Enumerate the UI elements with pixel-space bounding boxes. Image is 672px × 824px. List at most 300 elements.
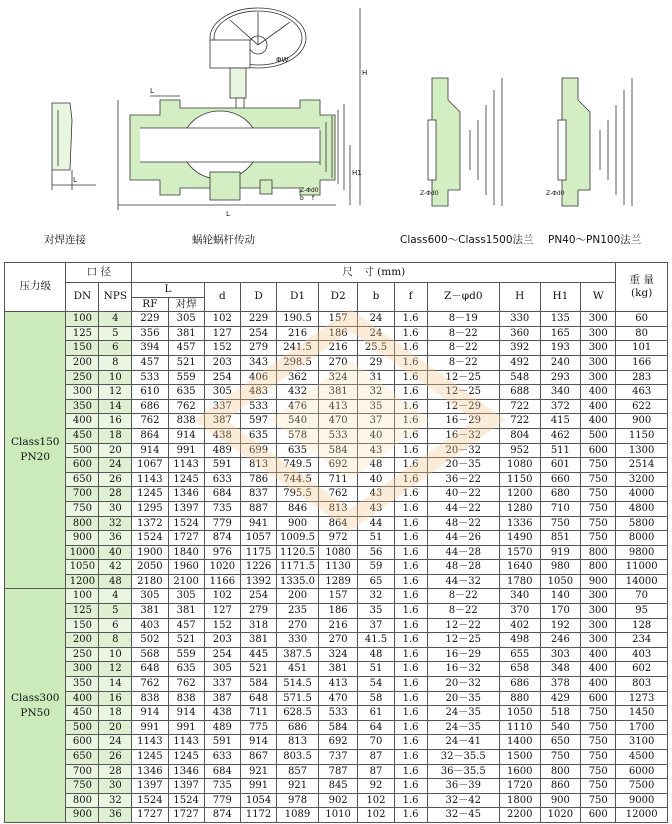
cell-b: 32 xyxy=(358,589,394,604)
cell-W: 600 xyxy=(581,691,616,706)
cell-kg: 234 xyxy=(616,633,668,648)
table-row xyxy=(5,414,668,429)
header-weight-unit: (kg) xyxy=(631,287,653,300)
cell-H: 722 xyxy=(499,399,540,414)
cell-nps: 14 xyxy=(99,677,132,692)
cell-W: 600 xyxy=(581,443,616,458)
cell-nps: 4 xyxy=(99,312,132,327)
cell-f: 1.6 xyxy=(394,808,427,823)
cell-z: 32－35.5 xyxy=(427,750,499,765)
cell-H1: 919 xyxy=(540,545,581,560)
cell-D: 941 xyxy=(240,516,276,531)
cell-f: 1.6 xyxy=(394,355,427,370)
cell-dn: 150 xyxy=(66,341,99,356)
cell-nps: 4 xyxy=(99,589,132,604)
cell-D: 1392 xyxy=(240,574,276,589)
cell-z: 12－29 xyxy=(427,399,499,414)
cell-D: 635 xyxy=(240,428,276,443)
cell-L-rf: 914 xyxy=(132,706,168,721)
cell-D2: 216 xyxy=(318,341,358,356)
cell-kg: 95 xyxy=(616,604,668,619)
cell-nps: 28 xyxy=(99,764,132,779)
cell-L-rf: 568 xyxy=(132,647,168,662)
cell-f: 1.6 xyxy=(394,691,427,706)
cell-D1: 362 xyxy=(277,370,319,385)
cell-H: 1570 xyxy=(499,545,540,560)
cell-d: 102 xyxy=(204,312,240,327)
cell-L-rf: 1524 xyxy=(132,531,168,546)
header-z: Z－φd0 xyxy=(427,283,499,312)
cell-d: 337 xyxy=(204,677,240,692)
cell-H: 1800 xyxy=(499,793,540,808)
cell-L-bw: 1346 xyxy=(168,764,204,779)
cell-f: 1.6 xyxy=(394,472,427,487)
cell-b: 35 xyxy=(358,399,394,414)
cell-W: 750 xyxy=(581,735,616,750)
cell-H1: 240 xyxy=(540,355,581,370)
cell-nps: 26 xyxy=(99,472,132,487)
cell-f: 1.6 xyxy=(394,662,427,677)
cell-D: 254 xyxy=(240,589,276,604)
cell-kg: 128 xyxy=(616,618,668,633)
cell-H: 1780 xyxy=(499,574,540,589)
header-H1: H1 xyxy=(540,283,581,312)
cell-d: 489 xyxy=(204,443,240,458)
cell-D2: 216 xyxy=(318,618,358,633)
cell-z: 24－35 xyxy=(427,706,499,721)
cell-D: 343 xyxy=(240,355,276,370)
cell-D: 1226 xyxy=(240,560,276,575)
cell-nps: 12 xyxy=(99,662,132,677)
cell-L-bw: 991 xyxy=(168,720,204,735)
cell-D2: 584 xyxy=(318,443,358,458)
cell-d: 633 xyxy=(204,472,240,487)
cell-f: 1.6 xyxy=(394,574,427,589)
cell-kg: 9000 xyxy=(616,793,668,808)
cell-z: 8－22 xyxy=(427,604,499,619)
cell-nps: 24 xyxy=(99,735,132,750)
cell-L-bw: 762 xyxy=(168,677,204,692)
svg-text:Z-Φd0: Z-Φd0 xyxy=(300,187,319,194)
cell-H1: 900 xyxy=(540,793,581,808)
cell-H: 1280 xyxy=(499,501,540,516)
cell-L-rf: 1900 xyxy=(132,545,168,560)
cell-H: 330 xyxy=(499,312,540,327)
cell-L-bw: 381 xyxy=(168,604,204,619)
table-row xyxy=(5,560,668,575)
cell-dn: 500 xyxy=(66,720,99,735)
cell-L-rf: 381 xyxy=(132,604,168,619)
cell-z: 44－28 xyxy=(427,545,499,560)
cell-H: 492 xyxy=(499,355,540,370)
cell-D: 921 xyxy=(240,764,276,779)
cell-d: 254 xyxy=(204,647,240,662)
cell-dn: 300 xyxy=(66,662,99,677)
cell-dn: 450 xyxy=(66,706,99,721)
cell-H1: 415 xyxy=(540,414,581,429)
cell-D: 887 xyxy=(240,501,276,516)
cell-W: 400 xyxy=(581,399,616,414)
cell-W: 300 xyxy=(581,589,616,604)
cell-H: 1080 xyxy=(499,458,540,473)
cell-D2: 470 xyxy=(318,414,358,429)
cell-dn: 400 xyxy=(66,691,99,706)
cell-D1: 235 xyxy=(277,604,319,619)
cell-D: 1057 xyxy=(240,531,276,546)
cell-z: 36－39 xyxy=(427,779,499,794)
svg-text:H1: H1 xyxy=(352,169,362,177)
cell-H: 658 xyxy=(499,662,540,677)
header-weight xyxy=(616,263,668,312)
cell-f: 1.6 xyxy=(394,793,427,808)
cell-b: 65 xyxy=(358,574,394,589)
cell-z: 20－32 xyxy=(427,677,499,692)
cell-L-rf: 457 xyxy=(132,355,168,370)
header-D2: D2 xyxy=(318,283,358,312)
table-row xyxy=(5,764,668,779)
cell-D2: 381 xyxy=(318,385,358,400)
cell-H1: 462 xyxy=(540,428,581,443)
cell-H: 804 xyxy=(499,428,540,443)
cell-b: 43 xyxy=(358,487,394,502)
svg-text:L: L xyxy=(73,176,77,184)
svg-text:f: f xyxy=(312,195,315,202)
cell-z: 12－25 xyxy=(427,385,499,400)
cell-nps: 10 xyxy=(99,647,132,662)
cell-d: 102 xyxy=(204,589,240,604)
cell-nps: 5 xyxy=(99,326,132,341)
cell-D1: 744.5 xyxy=(277,472,319,487)
table-row xyxy=(5,531,668,546)
cell-z: 36－35.5 xyxy=(427,764,499,779)
cell-W: 300 xyxy=(581,312,616,327)
cell-z: 44－32 xyxy=(427,574,499,589)
cell-kg: 166 xyxy=(616,355,668,370)
cell-b: 24 xyxy=(358,312,394,327)
cell-b: 32 xyxy=(358,385,394,400)
cell-z: 32－42 xyxy=(427,793,499,808)
cell-H: 360 xyxy=(499,326,540,341)
cell-D: 813 xyxy=(240,458,276,473)
cell-nps: 20 xyxy=(99,443,132,458)
caption-worm-gear: 蜗轮蜗杆传动 xyxy=(192,234,255,246)
cell-z: 36－22 xyxy=(427,472,499,487)
cell-D1: 578 xyxy=(277,428,319,443)
cell-L-rf: 864 xyxy=(132,428,168,443)
spec-table-body xyxy=(5,312,668,823)
cell-d: 127 xyxy=(204,604,240,619)
cell-H1: 372 xyxy=(540,399,581,414)
cell-D2: 711 xyxy=(318,472,358,487)
cell-nps: 14 xyxy=(99,399,132,414)
cell-L-rf: 394 xyxy=(132,341,168,356)
cell-D2: 584 xyxy=(318,720,358,735)
cell-D2: 737 xyxy=(318,750,358,765)
cell-D: 483 xyxy=(240,385,276,400)
cell-W: 400 xyxy=(581,414,616,429)
cell-f: 1.6 xyxy=(394,647,427,662)
cell-kg: 1150 xyxy=(616,428,668,443)
cell-D2: 845 xyxy=(318,779,358,794)
cell-b: 56 xyxy=(358,545,394,560)
cell-z: 44－26 xyxy=(427,531,499,546)
cell-dn: 600 xyxy=(66,458,99,473)
cell-dn: 300 xyxy=(66,385,99,400)
cell-W: 750 xyxy=(581,793,616,808)
cell-D2: 470 xyxy=(318,691,358,706)
cell-z: 32－45 xyxy=(427,808,499,823)
cell-D1: 216 xyxy=(277,326,319,341)
cell-dn: 350 xyxy=(66,677,99,692)
cell-D1: 1335.0 xyxy=(277,574,319,589)
table-row xyxy=(5,501,668,516)
cell-L-bw: 1397 xyxy=(168,501,204,516)
cell-L-rf: 686 xyxy=(132,399,168,414)
cell-H1: 378 xyxy=(540,677,581,692)
cell-L-rf: 2050 xyxy=(132,560,168,575)
cell-z: 48－28 xyxy=(427,560,499,575)
cell-H: 880 xyxy=(499,691,540,706)
cell-dn: 1200 xyxy=(66,574,99,589)
cell-D2: 186 xyxy=(318,604,358,619)
cell-D2: 692 xyxy=(318,458,358,473)
cell-L-bw: 914 xyxy=(168,706,204,721)
cell-f: 1.6 xyxy=(394,677,427,692)
cell-L-bw: 457 xyxy=(168,618,204,633)
cell-H: 1050 xyxy=(499,706,540,721)
cell-nps: 8 xyxy=(99,355,132,370)
cell-D1: 200 xyxy=(277,589,319,604)
header-b: b xyxy=(358,283,394,312)
cell-nps: 36 xyxy=(99,531,132,546)
cell-f: 1.6 xyxy=(394,764,427,779)
cell-L-rf: 1372 xyxy=(132,516,168,531)
cell-L-bw: 1346 xyxy=(168,487,204,502)
table-row xyxy=(5,516,668,531)
header-D1: D1 xyxy=(277,283,319,312)
cell-dn: 500 xyxy=(66,443,99,458)
cell-D1: 686 xyxy=(277,720,319,735)
cell-f: 1.6 xyxy=(394,589,427,604)
cell-f: 1.6 xyxy=(394,370,427,385)
cell-W: 400 xyxy=(581,677,616,692)
cell-d: 489 xyxy=(204,720,240,735)
cell-H: 1336 xyxy=(499,516,540,531)
cell-dn: 450 xyxy=(66,428,99,443)
cell-L-rf: 533 xyxy=(132,370,168,385)
cell-kg: 803 xyxy=(616,677,668,692)
header-L: L xyxy=(132,283,204,298)
cell-L-bw: 991 xyxy=(168,443,204,458)
table-row xyxy=(5,574,668,589)
cell-d: 438 xyxy=(204,428,240,443)
cell-kg: 1700 xyxy=(616,720,668,735)
cell-L-bw: 381 xyxy=(168,326,204,341)
header-weight-label: 重 量 xyxy=(629,273,654,286)
cell-W: 500 xyxy=(581,428,616,443)
table-row xyxy=(5,385,668,400)
cell-L-bw: 1143 xyxy=(168,735,204,750)
cell-L-bw: 1524 xyxy=(168,793,204,808)
cell-L-bw: 1143 xyxy=(168,458,204,473)
pressure-class-label: Class150 xyxy=(10,436,60,449)
cell-D1: 978 xyxy=(277,793,319,808)
cell-D1: 1120.5 xyxy=(277,545,319,560)
cell-H1: 1020 xyxy=(540,808,581,823)
cell-f: 1.6 xyxy=(394,312,427,327)
cell-z: 12－25 xyxy=(427,633,499,648)
cell-L-bw: 1960 xyxy=(168,560,204,575)
cell-D1: 476 xyxy=(277,399,319,414)
cell-L-bw: 559 xyxy=(168,647,204,662)
cell-H1: 851 xyxy=(540,531,581,546)
cell-L-rf: 1727 xyxy=(132,808,168,823)
cell-f: 1.6 xyxy=(394,399,427,414)
table-row xyxy=(5,326,668,341)
table-row xyxy=(5,662,668,677)
cell-dn: 1000 xyxy=(66,545,99,560)
cell-D: 1175 xyxy=(240,545,276,560)
cell-dn: 700 xyxy=(66,487,99,502)
cell-d: 203 xyxy=(204,633,240,648)
cell-kg: 11000 xyxy=(616,560,668,575)
cell-L-rf: 356 xyxy=(132,326,168,341)
cell-d: 1020 xyxy=(204,560,240,575)
cell-D2: 324 xyxy=(318,647,358,662)
cell-H1: 800 xyxy=(540,764,581,779)
cell-H1: 680 xyxy=(540,487,581,502)
cell-L-rf: 1295 xyxy=(132,501,168,516)
cell-kg: 1273 xyxy=(616,691,668,706)
cell-kg: 4800 xyxy=(616,501,668,516)
cell-d: 779 xyxy=(204,793,240,808)
cell-H1: 511 xyxy=(540,443,581,458)
cell-d: 633 xyxy=(204,750,240,765)
cell-H1: 135 xyxy=(540,312,581,327)
cell-d: 152 xyxy=(204,618,240,633)
cell-D2: 787 xyxy=(318,764,358,779)
cell-b: 29 xyxy=(358,355,394,370)
cell-L-rf: 1143 xyxy=(132,735,168,750)
cell-L-bw: 521 xyxy=(168,633,204,648)
cell-f: 1.6 xyxy=(394,560,427,575)
worm-gear-valve-drawing xyxy=(118,8,367,218)
svg-text:Z-Φd0: Z-Φd0 xyxy=(420,190,439,197)
cell-z: 20－35 xyxy=(427,691,499,706)
spec-table-wrap xyxy=(4,262,668,823)
header-bore: 口 径 xyxy=(66,263,132,283)
cell-D2: 533 xyxy=(318,428,358,443)
cell-H: 402 xyxy=(499,618,540,633)
table-row xyxy=(5,604,668,619)
cell-dn: 100 xyxy=(66,589,99,604)
cell-d: 684 xyxy=(204,487,240,502)
cell-b: 87 xyxy=(358,750,394,765)
cell-b: 51 xyxy=(358,531,394,546)
cell-b: 51 xyxy=(358,662,394,677)
cell-nps: 12 xyxy=(99,385,132,400)
cell-d: 438 xyxy=(204,706,240,721)
table-row xyxy=(5,355,668,370)
cell-kg: 3200 xyxy=(616,472,668,487)
cell-nps: 30 xyxy=(99,779,132,794)
table-row xyxy=(5,750,668,765)
cell-L-bw: 305 xyxy=(168,312,204,327)
cell-D2: 1080 xyxy=(318,545,358,560)
cell-b: 24 xyxy=(358,326,394,341)
svg-text:H: H xyxy=(362,69,368,77)
cell-H1: 601 xyxy=(540,458,581,473)
cell-d: 203 xyxy=(204,355,240,370)
cell-kg: 463 xyxy=(616,385,668,400)
cell-b: 48 xyxy=(358,647,394,662)
cell-L-bw: 1727 xyxy=(168,531,204,546)
header-rf: RF xyxy=(132,297,168,312)
cell-D1: 795.5 xyxy=(277,487,319,502)
cell-L-rf: 914 xyxy=(132,443,168,458)
cell-d: 779 xyxy=(204,516,240,531)
cell-H1: 1050 xyxy=(540,574,581,589)
cell-H: 1640 xyxy=(499,560,540,575)
cell-f: 1.6 xyxy=(394,735,427,750)
cell-kg: 900 xyxy=(616,414,668,429)
cell-dn: 650 xyxy=(66,750,99,765)
cell-D1: 514.5 xyxy=(277,677,319,692)
cell-D2: 864 xyxy=(318,516,358,531)
cell-d: 337 xyxy=(204,399,240,414)
cell-D1: 1171.5 xyxy=(277,560,319,575)
cell-D: 533 xyxy=(240,399,276,414)
pressure-class-label: Class300 xyxy=(10,691,60,704)
cell-W: 750 xyxy=(581,487,616,502)
cell-L-rf: 1067 xyxy=(132,458,168,473)
cell-H: 2200 xyxy=(499,808,540,823)
cell-D1: 190.5 xyxy=(277,312,319,327)
cell-d: 387 xyxy=(204,414,240,429)
table-row xyxy=(5,793,668,808)
cell-L-bw: 762 xyxy=(168,399,204,414)
cell-H: 498 xyxy=(499,633,540,648)
cell-b: 25.5 xyxy=(358,341,394,356)
cell-z: 48－22 xyxy=(427,516,499,531)
cell-W: 750 xyxy=(581,472,616,487)
cell-L-bw: 914 xyxy=(168,428,204,443)
cell-f: 1.6 xyxy=(394,545,427,560)
cell-L-bw: 635 xyxy=(168,385,204,400)
cell-kg: 9800 xyxy=(616,545,668,560)
cell-f: 1.6 xyxy=(394,720,427,735)
cell-dn: 400 xyxy=(66,414,99,429)
cell-nps: 48 xyxy=(99,574,132,589)
cell-z: 8－22 xyxy=(427,326,499,341)
cell-D1: 1009.5 xyxy=(277,531,319,546)
cell-D2: 270 xyxy=(318,633,358,648)
cell-kg: 4500 xyxy=(616,750,668,765)
cell-z: 40－22 xyxy=(427,487,499,502)
cell-H1: 246 xyxy=(540,633,581,648)
table-row xyxy=(5,472,668,487)
cell-L-rf: 762 xyxy=(132,414,168,429)
cell-H1: 165 xyxy=(540,326,581,341)
cell-D: 318 xyxy=(240,618,276,633)
cell-D: 775 xyxy=(240,720,276,735)
cell-W: 750 xyxy=(581,764,616,779)
technical-drawings xyxy=(0,0,672,262)
cell-d: 305 xyxy=(204,385,240,400)
cell-b: 64 xyxy=(358,720,394,735)
cell-D1: 813 xyxy=(277,735,319,750)
cell-b: 35 xyxy=(358,604,394,619)
